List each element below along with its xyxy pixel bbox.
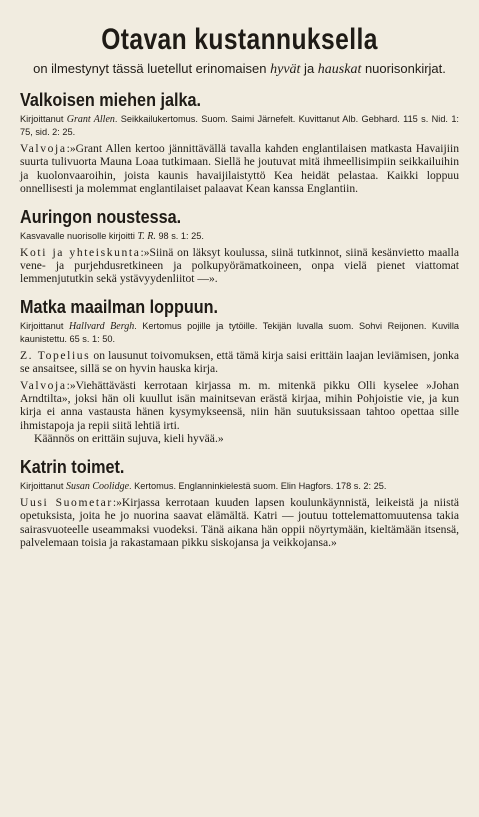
meta-details: . Kertomus. Englanninkielestä suom. Elin Hagfors. 178 s. 2: 25. [129,480,387,491]
book-title: Valkoisen miehen jalka. [20,90,201,110]
book-entry-katrin-toimet [20,456,459,550]
review [20,142,459,196]
meta-prefix: Kasvavalle nuorisolle kirjoitti [20,230,138,241]
book-entry-matka-maailman-loppuun [20,296,459,446]
intro-part2: ja [300,61,318,76]
review [20,379,459,446]
review-closing: Käännös on erittäin sujuva, kieli hyvää.» [34,432,224,446]
review [20,246,459,286]
review-text: :»Grant Allen kertoo jännittävällä tavalla kahden englantilaisen matkasta Havaijiin suurta tulivuorta Mauna Loaa tutkimaan. Siellä he joutuvat mitä ihmeellisimpiin seikkailuihin ja kuolonvaaroihin, joista kaunis havaijilaistyttö Kea heidät pelastaa. Kaikki loppuu onnellisesti ja molemmat englantilaiset palaavat Kean kanssa Englantiin. [20,142,459,196]
intro-emphasis-good: hyvät [270,62,301,77]
meta-details: . Seikkailukertomus. Suom. Saimi Järnefelt. Kuvittanut Alb. Gebhard. 115 s. Nid. 1: 75, sid. 2: 25. [20,114,459,137]
reviewer-name: Valvoja [20,378,67,392]
review-text: on lausunut toivomuksen, että tämä kirja saisi erittäin laajan leviämisen, jonka se ansaitsee, sillä se on hyvin hauska kirja. [20,348,459,376]
book-author: Grant Allen [66,114,115,125]
book-meta [20,113,459,139]
book-author: Hallvard Bergh [68,320,135,332]
meta-prefix: Kirjoittanut [20,114,67,124]
review-text: :»Kirjassa kerrotaan kuuden lapsen koulunkäynnistä, leikeistä ja niistä opetuksista, joita he jo nuorina saavat elämältä. Katri — joutuu tottelemattomuutensa takia sairasvuoteelle useammaksi vuodeksi. Tänä aikana hän oppii nöyrtymään, kieltämään itsensä, palvelemaan toisia ja rakastamaan pikku siskojansa ja veikkojansa.» [20,495,459,549]
review [20,496,459,550]
intro-part1: on ilmestynyt tässä luetellut erinomaisen [33,61,271,76]
review [20,349,459,376]
reviewer-name: Uusi Suometar [20,495,113,509]
reviewer-name: Valvoja [20,142,67,155]
review-text: :»Siinä on läksyt koulussa, siinä tutkinnot, siinä kesänvietto maalla vene- ja purjehdusretkineen ja polkupyörämatkoineen, onpa vielä pienet viattomat lemmenjututkin sekä ystävyydenliitot —». [20,245,459,286]
book-author: Susan Coolidge [65,480,130,492]
book-entry-valkoisen-miehen-jalka [20,89,459,196]
review-text: :»Viehättävästi kerrotaan kirjassa m. m. mitenkä pikku Olli kyselee »Johan Arndtilta», joksi hän oli kuullut isän mainitsevan erästä kirjaa, mihin Pohjoistie vie, ja kun kirja ei anna vastausta hänen kysymykseensä, niin hän suutuksissaan tahtoo opettaa sille ihmistapoja ja repii siitä lehtiä irti. [20,378,459,432]
book-title: Auringon noustessa. [20,206,182,227]
book-meta [20,230,459,243]
intro-part3: nuorisonkirjat. [361,61,446,76]
book-entry-auringon-noustessa [20,206,459,286]
book-title: Matka maailman loppuun. [20,296,219,317]
reviewer-name: Koti ja yhteiskunta [20,245,141,259]
meta-details: . Kertomus pojille ja tytöille. Tekijän luvalla suom. Sohvi Reijonen. Kuvilla kaunistettu. 65 s. 1: 50. [20,320,459,344]
intro-emphasis-fun: hauskat [317,62,362,77]
book-meta [20,480,459,493]
book-title: Katrin toimet. [20,456,125,477]
meta-prefix: Kirjoittanut [20,320,69,331]
page-title: Otavan kustannuksella [101,23,378,56]
meta-details: 98 s. 1: 25. [155,230,204,241]
book-meta [20,320,459,346]
book-author: T. R. [137,230,156,242]
intro-text [20,60,459,79]
meta-prefix: Kirjoittanut [20,480,66,491]
reviewer-name: Z. Topelius [20,348,91,362]
